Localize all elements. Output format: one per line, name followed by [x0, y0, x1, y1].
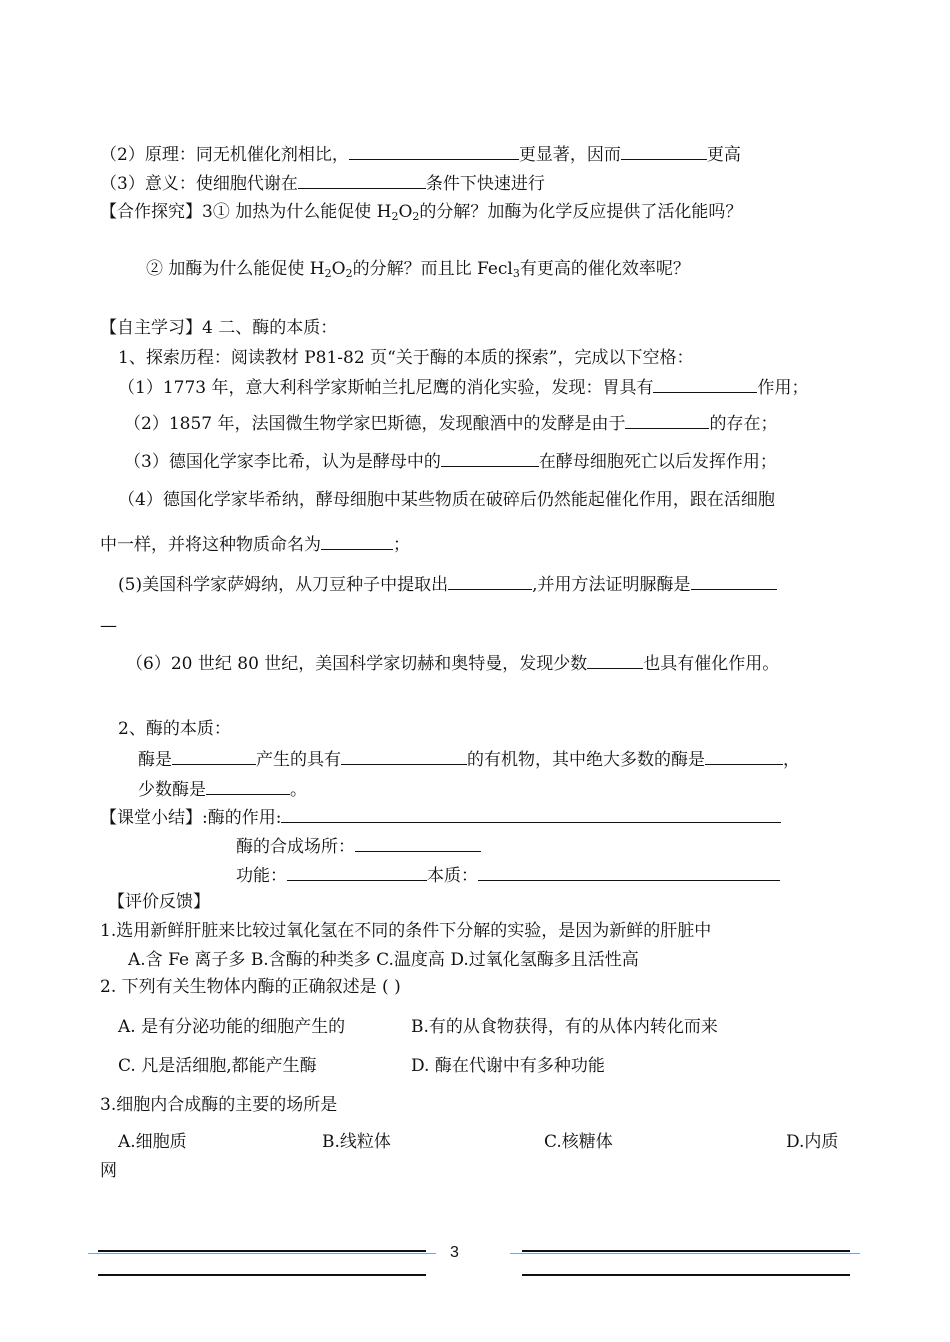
- question-3-option-d-cont: 网: [100, 1161, 117, 1181]
- question-1: 1.选用新鲜肝脏来比较过氧化氢在不同的条件下分解的实验，是因为新鲜的肝脏中: [100, 921, 712, 941]
- footer-rule-left-1: [98, 1250, 426, 1252]
- summary-role-line: 【课堂小结】:酶的作用:: [100, 806, 781, 829]
- answer-blank[interactable]: [653, 376, 757, 393]
- question-3: 3.细胞内合成酶的主要的场所是: [100, 1095, 338, 1115]
- question-3-option-b[interactable]: B.线粒体: [322, 1132, 391, 1152]
- evaluation-heading: 【评价反馈】: [108, 892, 210, 912]
- question-2-option-b[interactable]: B.有的从食物获得，有的从体内转化而来: [411, 1017, 718, 1037]
- answer-blank[interactable]: [206, 778, 290, 795]
- history-item-4: （4）德国化学家毕希纳，酵母细胞中某些物质在破碎后仍然能起催化作用，跟在活细胞: [118, 490, 775, 510]
- history-item-5: (5)美国科学家萨姆纳，从刀豆种子中提取出 ,并用方法证明脲酶是: [118, 573, 777, 596]
- history-item-4-cont: 中一样，并将这种物质命名为 ；: [100, 535, 410, 555]
- footer-rule-right-1: [522, 1250, 850, 1252]
- summary-site-line: 酶的合成场所：: [236, 835, 481, 858]
- coop-question-1: 【合作探究】3① 加热为什么能促使 $H_2O_2$的分解？加酶为化学反应提供了活化能吗？: [100, 202, 743, 223]
- significance-line: （3）意义：使细胞代谢在 条件下快速进行: [100, 174, 545, 194]
- history-item-2: （2）1857 年，法国微生物学家巴斯德，发现酿酒中的发酵是由于 的存在；: [124, 414, 778, 434]
- essence-line-1: 酶是 产生的具有 的有机物，其中绝大多数的酶是 ，: [138, 750, 800, 770]
- footer-accent-line-left: [88, 1253, 436, 1254]
- answer-blank[interactable]: [281, 806, 781, 823]
- answer-blank[interactable]: [625, 412, 709, 429]
- coop-question-2: ② 加酶为什么能促使 $H_2O_2$的分解？而且比 Fecl$_3$有更高的催化效率呢？: [146, 259, 690, 280]
- question-3-option-a[interactable]: A.细胞质: [118, 1132, 187, 1152]
- history-item-1: （1）1773 年，意大利科学家斯帕兰扎尼鹰的消化实验，发现：胃具有 作用；: [118, 378, 809, 398]
- history-item-3: （3）德国化学家李比希，认为是酵母中的 在酵母细胞死亡以后发挥作用；: [124, 452, 777, 472]
- answer-blank[interactable]: [321, 533, 393, 550]
- question-3-option-c[interactable]: C.核糖体: [544, 1132, 613, 1152]
- essence-line-2: 少数酶是 。: [138, 780, 307, 800]
- footer-accent-line-right: [510, 1253, 860, 1254]
- footer-rule-left-2: [98, 1274, 426, 1276]
- answer-blank[interactable]: [298, 172, 426, 189]
- answer-blank[interactable]: [478, 864, 780, 881]
- history-item-5-cont: —: [100, 616, 117, 636]
- question-2: 2. 下列有关生物体内酶的正确叙述是 ( ): [100, 977, 401, 997]
- principle-line: （2）原理：同无机催化剂相比， 更显著，因而 更高: [100, 145, 741, 165]
- answer-blank[interactable]: [349, 143, 519, 160]
- answer-blank[interactable]: [441, 450, 539, 467]
- answer-blank[interactable]: [172, 748, 256, 765]
- question-2-option-a[interactable]: A. 是有分泌功能的细胞产生的: [118, 1017, 346, 1037]
- answer-blank[interactable]: [287, 864, 427, 881]
- history-item-6: （6）20 世纪 80 世纪，美国科学家切赫和奥特曼，发现少数 也具有催化作用。: [126, 654, 780, 674]
- answer-blank[interactable]: [705, 748, 783, 765]
- question-3-option-d[interactable]: D.内质: [786, 1132, 839, 1152]
- history-intro: 1、探索历程：阅读教材 P81-82 页“关于酶的本质的探索”，完成以下空格：: [118, 348, 694, 368]
- summary-function-line: 功能： 本质：: [236, 864, 780, 887]
- question-2-option-d[interactable]: D. 酶在代谢中有多种功能: [411, 1056, 605, 1076]
- answer-blank[interactable]: [355, 835, 481, 852]
- essence-heading: 2、酶的本质：: [118, 719, 231, 739]
- question-2-option-c[interactable]: C. 凡是活细胞,都能产生酶: [118, 1056, 317, 1076]
- self-study-heading: 【自主学习】4 二、酶的本质：: [100, 318, 338, 338]
- page-number: 3: [450, 1244, 459, 1261]
- answer-blank[interactable]: [621, 143, 707, 160]
- answer-blank[interactable]: [691, 573, 777, 590]
- question-1-options[interactable]: A.含 Fe 离子多 B.含酶的种类多 C.温度高 D.过氧化氢酶多且活性高: [128, 950, 639, 970]
- answer-blank[interactable]: [341, 748, 467, 765]
- footer-rule-right-2: [522, 1274, 850, 1276]
- answer-blank[interactable]: [587, 652, 643, 669]
- answer-blank[interactable]: [448, 573, 532, 590]
